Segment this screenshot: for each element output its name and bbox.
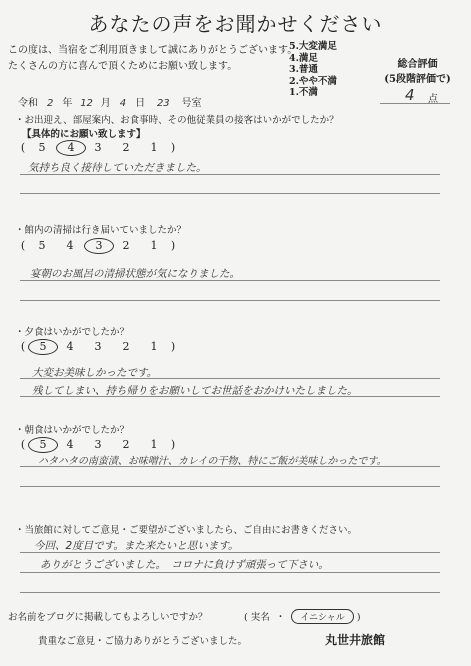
q1-scale[interactable]: ( 5 4 3 2 1 ) bbox=[20, 141, 176, 154]
overall-score[interactable]: 4 bbox=[405, 86, 415, 104]
inn-name: 丸世井旅館 bbox=[325, 633, 386, 647]
rating-3: 3.普通 bbox=[289, 64, 318, 75]
q2-option-3[interactable]: 3 bbox=[84, 238, 112, 254]
q5-line-3 bbox=[20, 592, 440, 593]
day-unit: 日 bbox=[135, 98, 146, 109]
day-value[interactable]: 4 bbox=[119, 98, 127, 109]
year-value[interactable]: 2 bbox=[47, 98, 54, 109]
q1-option-1[interactable]: 1 bbox=[150, 141, 158, 154]
blog-real-name-option[interactable]: 実名 bbox=[250, 612, 270, 623]
q2-question: ・館内の清掃は行き届いていましたか？ bbox=[15, 225, 187, 236]
room-unit: 号室 bbox=[181, 98, 202, 109]
q5-answer-1[interactable]: 今回、2度目です。また来たいと思います。 bbox=[34, 540, 239, 552]
q4-line-2 bbox=[20, 486, 440, 487]
stay-info bbox=[18, 94, 202, 109]
q4-option-2[interactable]: 2 bbox=[122, 438, 130, 451]
q3-answer-1[interactable]: 大変お美味しかったです。 bbox=[32, 367, 158, 379]
q2-scale[interactable]: ( 5 4 3 2 1 ) bbox=[20, 239, 176, 252]
form-title: あなたの声をお聞かせください bbox=[88, 12, 383, 36]
q1-option-5[interactable]: 5 bbox=[38, 141, 46, 154]
q2-line-2 bbox=[20, 300, 440, 301]
overall-underline bbox=[380, 103, 450, 104]
q4-question: ・朝食はいかがでしたか？ bbox=[15, 425, 130, 436]
q1-option-2[interactable]: 2 bbox=[122, 141, 130, 154]
q1-detail-label: 【具体的にお願い致します】 bbox=[22, 129, 146, 140]
q3-option-1[interactable]: 1 bbox=[150, 340, 158, 353]
q1-option-3[interactable]: 3 bbox=[94, 141, 102, 154]
q3-option-4[interactable]: 4 bbox=[66, 340, 74, 353]
q3-option-2[interactable]: 2 bbox=[122, 340, 130, 353]
q4-option-5[interactable]: 5 bbox=[28, 437, 56, 453]
month-unit: 月 bbox=[100, 98, 111, 109]
q5-answer-2[interactable]: ありがとうございました。 コロナに負けず頑張って下さい。 bbox=[40, 559, 329, 571]
intro-line-1: この度は、当宿をご利用頂きまして誠にありがとうございます。 bbox=[8, 45, 298, 56]
blog-initial-option[interactable]: イニシャル bbox=[291, 609, 353, 624]
year-unit: 年 bbox=[62, 98, 73, 109]
overall-unit: 点 bbox=[428, 94, 438, 105]
room-value[interactable]: 23 bbox=[156, 98, 170, 109]
q3-question: ・夕食はいかがでしたか？ bbox=[15, 327, 130, 338]
overall-rating bbox=[370, 55, 465, 85]
rating-scale-legend bbox=[289, 41, 337, 99]
blog-open-paren: ( bbox=[244, 612, 248, 623]
q4-scale[interactable]: ( 5 4 3 2 1 ) bbox=[20, 438, 176, 451]
q4-option-4[interactable]: 4 bbox=[66, 438, 74, 451]
q3-answer-2[interactable]: 残してしまい、持ち帰りをお願いしてお世話をおかけいたしました。 bbox=[32, 385, 358, 397]
rating-1: 1.不満 bbox=[289, 87, 318, 98]
q1-option-4[interactable]: 4 bbox=[56, 140, 84, 156]
q4-answer-1[interactable]: ハタハタの南蛮漬、お味噌汁、カレイの干物、特にご飯が美味しかったです。 bbox=[38, 456, 387, 467]
q3-option-3[interactable]: 3 bbox=[94, 340, 102, 353]
q1-question: ・お出迎え、部屋案内、お食事時、その他従業員の接客はいかがでしたか？ bbox=[15, 115, 339, 126]
q3-option-5[interactable]: 5 bbox=[28, 339, 56, 355]
month-value[interactable]: 12 bbox=[80, 98, 93, 109]
q2-option-2[interactable]: 2 bbox=[122, 239, 130, 252]
q4-option-1[interactable]: 1 bbox=[150, 438, 158, 451]
q1-answer-1[interactable]: 気持ち良く接待していただきました。 bbox=[28, 162, 207, 174]
rating-5: 5.大変満足 bbox=[289, 41, 337, 52]
q5-line-2 bbox=[20, 572, 440, 573]
q1-line-2 bbox=[20, 193, 440, 194]
intro-line-2: たくさんの方に喜んで頂くためにお願い致します。 bbox=[8, 61, 238, 72]
blog-options[interactable]: ( 実名 ・ イニシャル ) bbox=[244, 609, 361, 624]
q2-option-1[interactable]: 1 bbox=[150, 239, 158, 252]
q2-option-5[interactable]: 5 bbox=[38, 239, 46, 252]
q2-option-4[interactable]: 4 bbox=[66, 239, 74, 252]
q3-scale[interactable]: ( 5 4 3 2 1 ) bbox=[20, 340, 176, 353]
blog-question: お名前をブログに掲載してもよろしいですか？ bbox=[8, 612, 208, 623]
rating-4: 4.満足 bbox=[289, 52, 318, 64]
q2-answer-1[interactable]: 宴朝のお風呂の清掃状態が気になりました。 bbox=[30, 268, 240, 280]
closing-message: 貴重なご意見・ご協力ありがとうございました。 bbox=[38, 636, 248, 647]
era: 令和 bbox=[18, 98, 38, 109]
overall-label: 総合評価 bbox=[397, 59, 438, 70]
overall-sublabel: (5段階評価で) bbox=[384, 74, 451, 85]
blog-close-paren: ) bbox=[356, 612, 361, 623]
rating-2: 2.やや不満 bbox=[289, 75, 337, 87]
q4-option-3[interactable]: 3 bbox=[94, 438, 102, 451]
q5-question: ・当旅館に対してご意見・ご要望がございましたら、ご自由にお書きください。 bbox=[15, 525, 358, 536]
